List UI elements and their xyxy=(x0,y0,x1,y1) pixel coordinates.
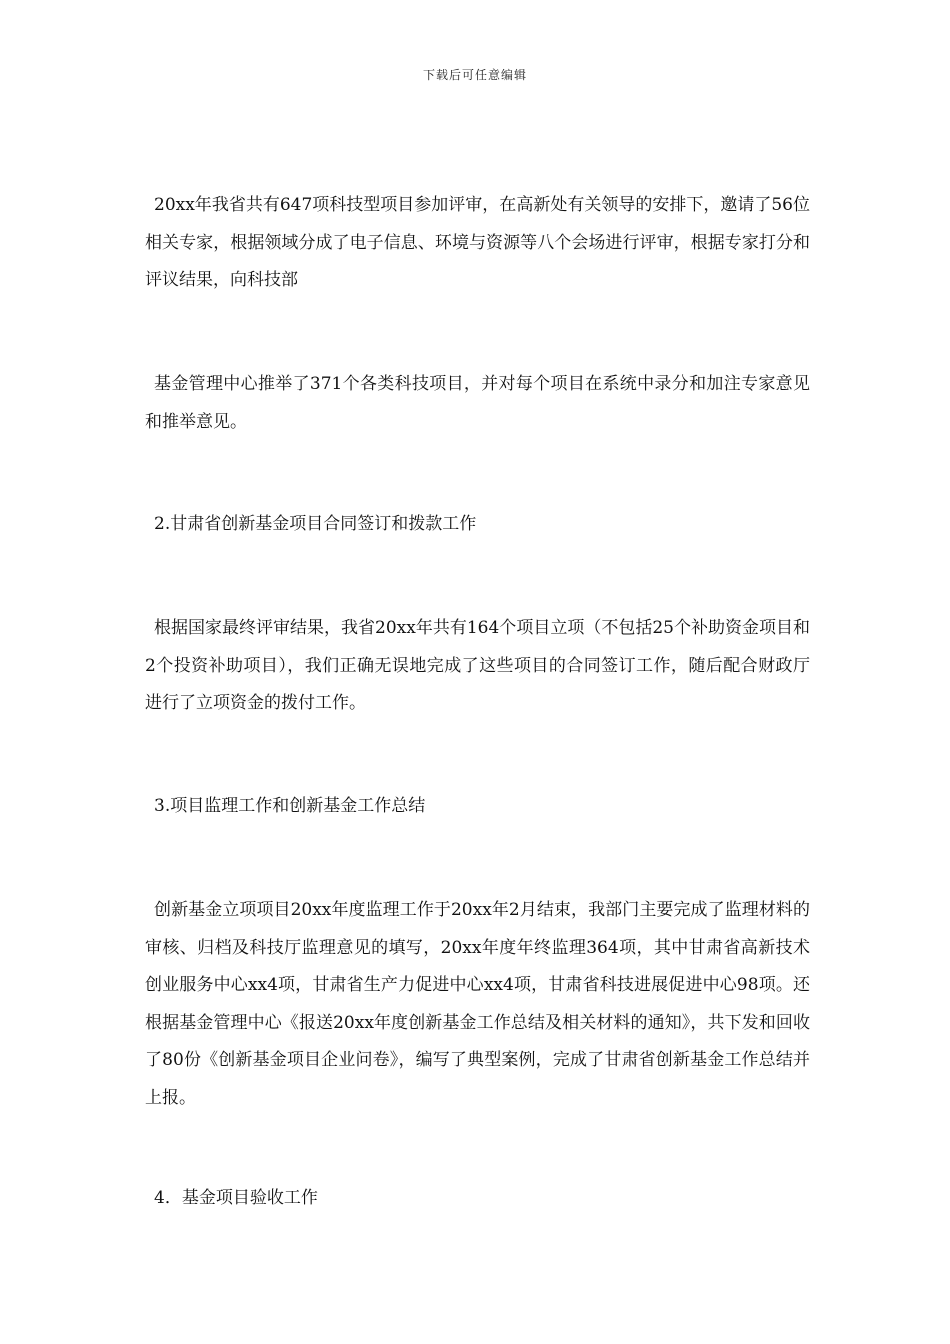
paragraph-review: 20xx年我省共有647项科技型项目参加评审，在高新处有关领导的安排下，邀请了56位相关专家，根据领域分成了电子信息、环境与资源等八个会场进行评审，根据专家打分和评议结果，向科技部 xyxy=(145,195,810,290)
section-heading-acceptance: 4．基金项目验收工作 xyxy=(154,1188,318,1208)
section-heading-contracts: 2.甘肃省创新基金项目合同签订和拨款工作 xyxy=(154,514,477,534)
paragraph-contracts: 根据国家最终评审结果，我省20xx年共有164个项目立项（不包括25个补助资金项目和2个投资补助项目），我们正确无误地完成了这些项目的合同签订工作，随后配合财政厅进行了立项资金的拨付工作。 xyxy=(145,618,810,713)
section-heading-supervision: 3.项目监理工作和创新基金工作总结 xyxy=(154,796,426,816)
paragraph-supervision: 创新基金立项项目20xx年度监理工作于20xx年2月结束，我部门主要完成了监理材料的审核、归档及科技厅监理意见的填写，20xx年度年终监理364项，其中甘肃省高新技术创业服务中心xx4项，甘肃省生产力促进中心xx4项，甘肃省科技进展促进中心98项。还根据基金管理中心《报送20xx年度创新基金工作总结及相关材料的通知》，共下发和回收了80份《创新基金项目企业问卷》，编写了典型案例，完成了甘肃省创新基金工作总结并上报。 xyxy=(145,900,810,1108)
paragraph-recommendation: 基金管理中心推举了371个各类科技项目，并对每个项目在系统中录分和加注专家意见和推举意见。 xyxy=(145,374,810,432)
header-note: 下载后可任意编辑 xyxy=(422,68,527,82)
